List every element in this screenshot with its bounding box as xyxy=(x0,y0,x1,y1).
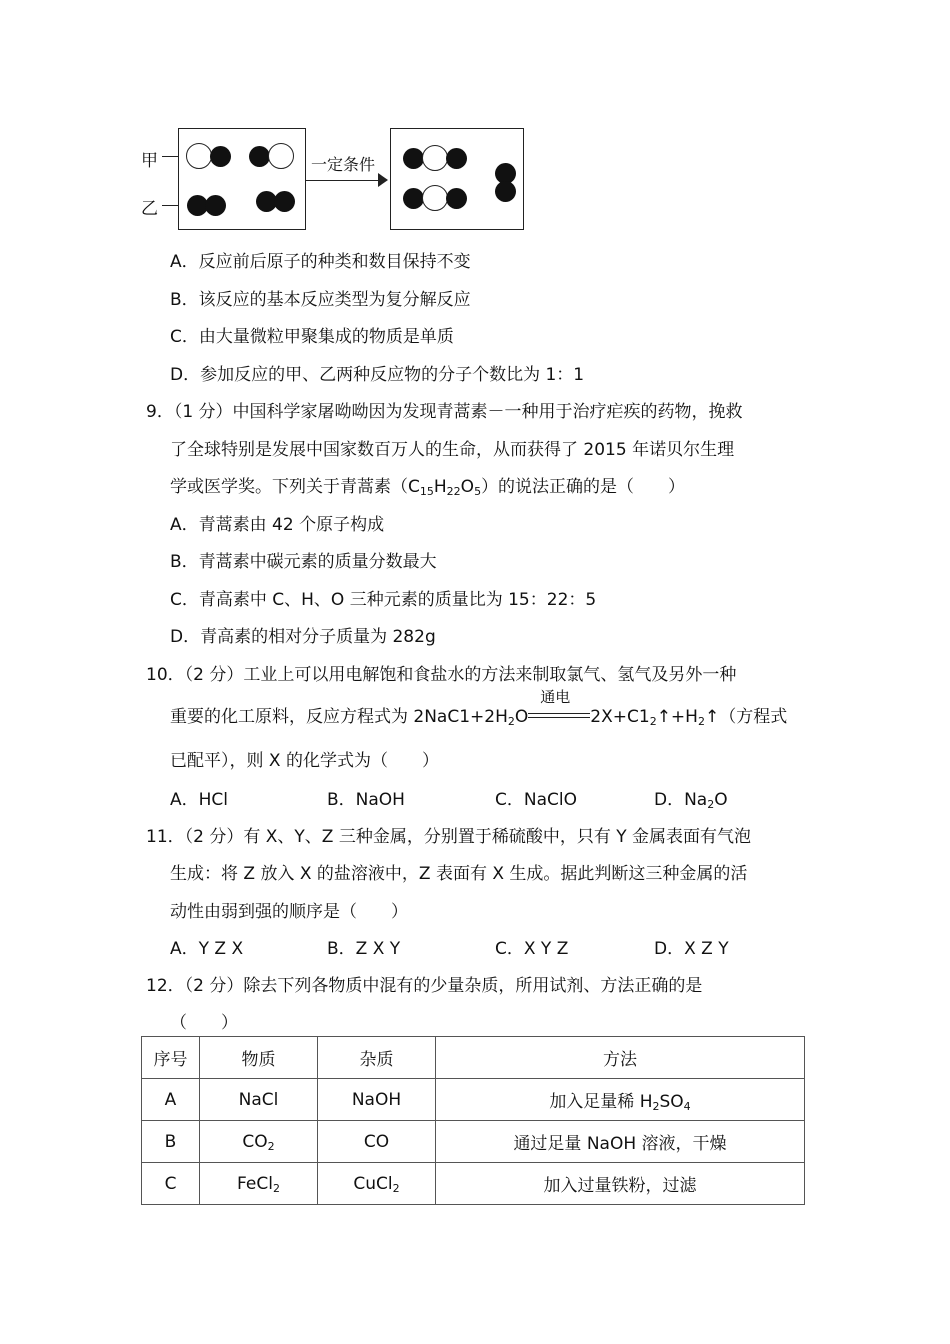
arrow-head xyxy=(378,173,388,187)
label-jia: 甲 xyxy=(141,151,158,171)
q8-option-b: B．该反应的基本反应类型为复分解反应 xyxy=(170,290,471,310)
table-row: C FeCl$_2$ CuCl$_2$ 加入过量铁粉，过滤 xyxy=(142,1163,805,1205)
q11-option-a: A．Y Z X xyxy=(170,939,244,959)
q9-line1: 9．（1 分）中国科学家屠呦呦因为发现青蒿素－一种用于治疗疟疾的药物，挽救 xyxy=(146,402,743,422)
q10-option-d: D．$Na_2O$ xyxy=(654,790,728,811)
impurity-table xyxy=(141,1036,805,1205)
header-impurity: 杂质 xyxy=(318,1037,436,1079)
reactants-box xyxy=(178,128,306,230)
q8-option-c: C．由大量微粒甲聚集成的物质是单质 xyxy=(170,327,454,347)
q11-line3: 动性由弱到强的顺序是（ ） xyxy=(170,902,408,922)
q9-option-b: B．青蒿素中碳元素的质量分数最大 xyxy=(170,552,437,572)
header-substance: 物质 xyxy=(200,1037,318,1079)
q9-option-a: A．青蒿素由 42 个原子构成 xyxy=(170,515,385,535)
table-row: B $CO_2$ CO 通过足量 NaOH 溶液，干燥 xyxy=(142,1121,805,1163)
label-yi: 乙 xyxy=(141,199,158,219)
q10-option-c: C．NaClO xyxy=(495,790,577,810)
q11-option-d: D．X Z Y xyxy=(654,939,729,959)
q10-line1: 10．（2 分）工业上可以用电解饱和食盐水的方法来制取氯气、氢气及另外一种 xyxy=(146,665,737,685)
q9-option-d: D．青高素的相对分子质量为 282g xyxy=(170,627,436,647)
q8-option-a: A．反应前后原子的种类和数目保持不变 xyxy=(170,252,471,272)
q12-line1: 12．（2 分）除去下列各物质中混有的少量杂质，所用试剂、方法正确的是 xyxy=(146,976,703,996)
q12-line2: （ ） xyxy=(170,1013,238,1033)
q11-line1: 11．（2 分）有 X、Y、Z 三种金属，分别置于稀硫酸中，只有 Y 金属表面有气泡 xyxy=(146,827,752,847)
q8-option-d: D．参加反应的甲、乙两种反应物的分子个数比为 1：1 xyxy=(170,365,585,385)
q10-option-a: A．HCl xyxy=(170,790,229,810)
q9-line3: 学或医学奖。下列关于青蒿素$(C_{15}H_{22}O_5)$的说法正确的是（ ） xyxy=(170,477,686,498)
q10-option-b: B．NaOH xyxy=(327,790,405,810)
reaction-condition: 一定条件 xyxy=(311,155,376,174)
products-box xyxy=(390,128,524,230)
q11-line2: 生成：将 Z 放入 X 的盐溶液中，Z 表面有 X 生成。据此判断这三种金属的活 xyxy=(170,864,748,884)
reaction-arrow xyxy=(306,180,384,181)
q9-option-c: C．青高素中 C、H、O 三种元素的质量比为 15：22：5 xyxy=(170,590,597,610)
q10-line3: 已配平），则 X 的化学式为（ ） xyxy=(170,751,439,771)
equation-condition: 通电 xyxy=(540,688,571,706)
table-row: A NaCl NaOH 加入足量稀 $H_2SO_4$ xyxy=(142,1079,805,1121)
table-header-row xyxy=(142,1037,805,1079)
header-method: 方法 xyxy=(436,1037,805,1079)
q9-line2: 了全球特别是发展中国家数百万人的生命，从而获得了 2015 年诺贝尔生理 xyxy=(170,440,735,460)
q10-line2: 重要的化工原料，反应方程式为 $2NaC1+2H_2O$ 通电 $2X+C1_2↑+H_2↑$（方程式 xyxy=(170,688,788,728)
header-id: 序号 xyxy=(142,1037,200,1079)
q11-option-c: C．X Y Z xyxy=(495,939,569,959)
q11-option-b: B．Z X Y xyxy=(327,939,401,959)
